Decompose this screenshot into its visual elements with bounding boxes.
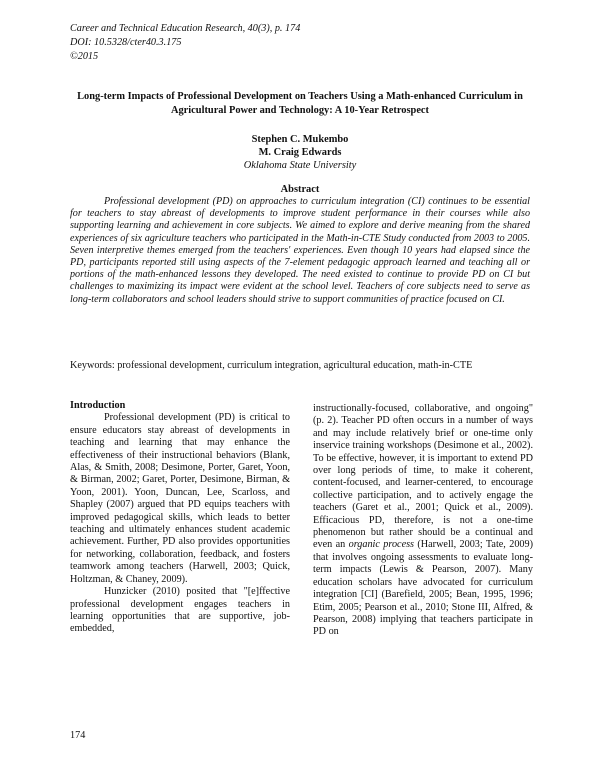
- author-block: [70, 133, 530, 172]
- intro-paragraph-2: Hunzicker (2010) posited that "[e]ffective professional development engages teachers in learning opportunities that are supportive, job-embedded,: [70, 586, 290, 635]
- column-left: [70, 400, 290, 636]
- continued-text-1: instructionally-focused, collaborative, and ongoing" (p. 2). Teacher PD often occurs in a number of ways and may include relatively brief or one-time only inservice training workshops (Desimone et al., 2002). To be effective, however, it is important to extend PD over long periods of time, to make it coherent, content-focused, and learner-centered, to encourage collective participation, and to actively engage the teachers (Garet et al., 2001; Quick et al., 2009). Efficacious PD, therefore, is not a one-time phenomenon but rather should be a continual and even an: [313, 403, 533, 551]
- journal-citation: Career and Technical Education Research, 40(3), p. 174: [70, 23, 301, 34]
- affiliation: Oklahoma State University: [243, 160, 357, 171]
- column-right: [313, 403, 533, 639]
- keywords: Keywords: professional development, curriculum integration, agricultural education, math-in-CTE: [70, 360, 473, 371]
- paper-title: Long-term Impacts of Professional Development on Teachers Using a Math-enhanced Curriculum in Agricultural Power and Technology: A 10-Year Retrospect: [77, 91, 523, 116]
- copyright: ©2015: [70, 51, 99, 62]
- doi: DOI: 10.5328/cter40.3.175: [70, 37, 182, 48]
- intro-paragraph-2-continued: [313, 403, 533, 639]
- introduction-heading: Introduction: [70, 400, 126, 411]
- page-number: 174: [70, 730, 86, 741]
- intro-paragraph-1: Professional development (PD) is critical to ensure educators stay abreast of developments in teaching and learning that may enhance the effectiveness of their instructional behaviors (Blank, Alas, & Smith, 2008; Desimone, Porter, Garet, Yoon, & Birman, 2002; Garet, Porter, Desimone, Birman, & Yoon, 2001). Yoon, Duncan, Lee, Scarloss, and Shapley (2007) argued that PD equips teachers with improved pedagogical skills, which leads to better teaching and ultimately enhances student academic achievement. Further, PD also provides opportunities for networking, collaboration, feedback, and fosters teamwork among teachers (Harwell, 2003; Quick, Holtzman, & Chaney, 2009).: [70, 412, 290, 585]
- abstract-heading: Abstract: [280, 184, 320, 195]
- author-2: M. Craig Edwards: [258, 147, 342, 158]
- continued-text-2: (Harwell, 2003; Tate, 2009) that involves ongoing assessments to evaluate long-term impacts (Lewis & Pearson, 2007). Many education scholars have advocated for curriculum integration [CI] (Barefield, 2005; Bean, 1995, 1996; Etim, 2005; Pearson et al., 2010; Stone III, Alfred, & Pearson, 2008) implying that teachers participate in PD on: [313, 539, 533, 638]
- journal-header: [70, 22, 300, 64]
- abstract-text: Professional development (PD) on approaches to curriculum integration (CI) continues to be essential for teachers to stay abreast of developments to improve student performance in their courses while also supporting learning and achievement in core subjects. We aimed to explore and derive meaning from the shared experiences of six agriculture teachers who participated in the Math-in-CTE Study conducted from 2003 to 2005. Seven interpretive themes emerged from the teachers' experiences. Even though 10 years had elapsed since the PD, participants reported still using aspects of the 7-element pedagogic approach learned and teaching all or portions of the math-enhanced lessons they developed. The need existed to continue to provide PD on CI but challenges to maximizing its impact were evident at the school level. Teachers of core subjects need to serve as long-term collaborators and school leaders should strive to support communities of practice focused on CI.: [70, 196, 530, 305]
- author-1: Stephen C. Mukembo: [251, 134, 349, 145]
- emphasis-organic-process: organic process: [348, 539, 415, 551]
